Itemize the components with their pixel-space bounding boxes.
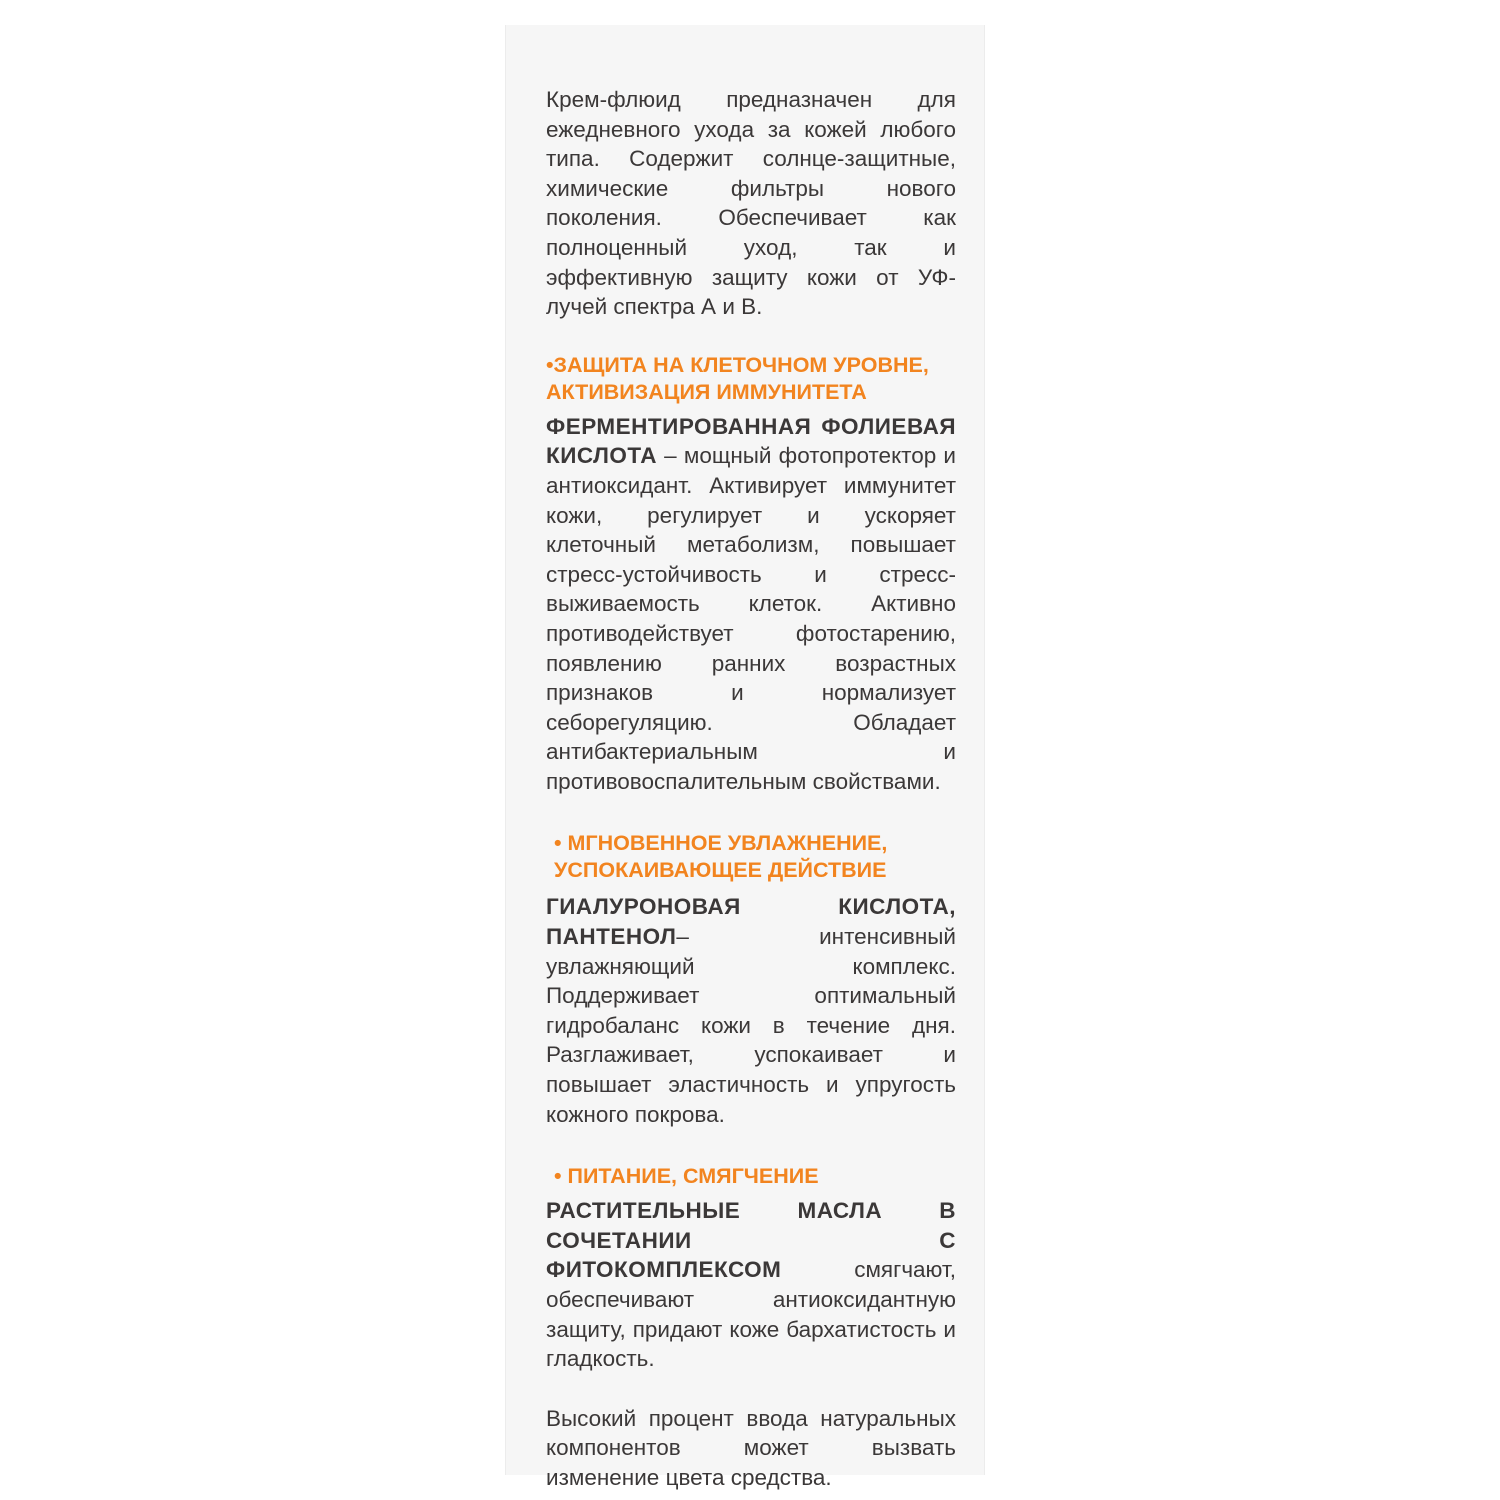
section-heading-protection-line2: АКТИВИЗАЦИЯ ИММУНИТЕТА xyxy=(546,379,867,404)
section-heading-moisture xyxy=(546,830,956,884)
section-text-moisture: – интенсивный увлажняющий комплекс. Поддерживает оптимальный гидробаланс кожи в течение дня. Разглаживает, успокаивает и повышает эластичность и упругость кожного покрова. xyxy=(546,924,956,1127)
section-body-protection xyxy=(546,412,956,797)
ingredient-folic-acid: ФЕРМЕНТИРОВАННАЯ ФОЛИЕВАЯ КИСЛОТА xyxy=(546,413,956,469)
section-heading-protection xyxy=(546,352,956,406)
section-body-moisture xyxy=(546,892,956,1129)
ingredient-hyaluronic-panthenol: ГИАЛУРОНОВАЯ КИСЛОТА, ПАНТЕНОЛ xyxy=(546,894,956,950)
section-heading-moisture-line2: УСПОКАИВАЮЩЕЕ ДЕЙСТВИЕ xyxy=(554,858,887,883)
section-text-nutrition: смягчают, обеспечивают антиоксидантную защиту, придают коже бархатистость и гладкость. xyxy=(546,1257,956,1372)
section-heading-nutrition-line1: • ПИТАНИЕ, СМЯГЧЕНИЕ xyxy=(554,1164,819,1189)
section-body-nutrition xyxy=(546,1196,956,1374)
ingredient-plant-oils: РАСТИТЕЛЬНЫЕ МАСЛА В СОЧЕТАНИИ С ФИТОКОМПЛЕКСОМ xyxy=(546,1198,956,1283)
label-text-block xyxy=(546,85,956,1493)
color-change-note: Высокий процент ввода натуральных компонентов может вызвать изменение цвета средства. xyxy=(546,1405,956,1490)
section-heading-moisture-line1: • МГНОВЕННОЕ УВЛАЖНЕНИЕ, xyxy=(554,831,888,856)
intro-paragraph: Крем-флюид предназначен для ежедневного ухода за кожей любого типа. Содержит солнце-защитные, химические фильтры нового поколения. Обеспечивает как полноценный уход, так и эффективную защиту кожи от УФ-лучей спектра А и В. xyxy=(546,87,956,320)
section-text-protection: – мощный фотопротектор и антиоксидант. Активирует иммунитет кожи, регулирует и ускоряет клеточный метаболизм, повышает стресс-устойчивость и стресс-выживаемость клеток. Активно противодействует фотостарению, появлению ранних возрастных признаков и нормализует себорегуляцию. Обладает антибактериальным и противовоспалительным свойствами. xyxy=(546,443,956,794)
section-heading-nutrition xyxy=(546,1163,956,1190)
label-panel xyxy=(505,25,985,1490)
section-heading-protection-line1: •ЗАЩИТА НА КЛЕТОЧНОМ УРОВНЕ, xyxy=(546,352,929,377)
